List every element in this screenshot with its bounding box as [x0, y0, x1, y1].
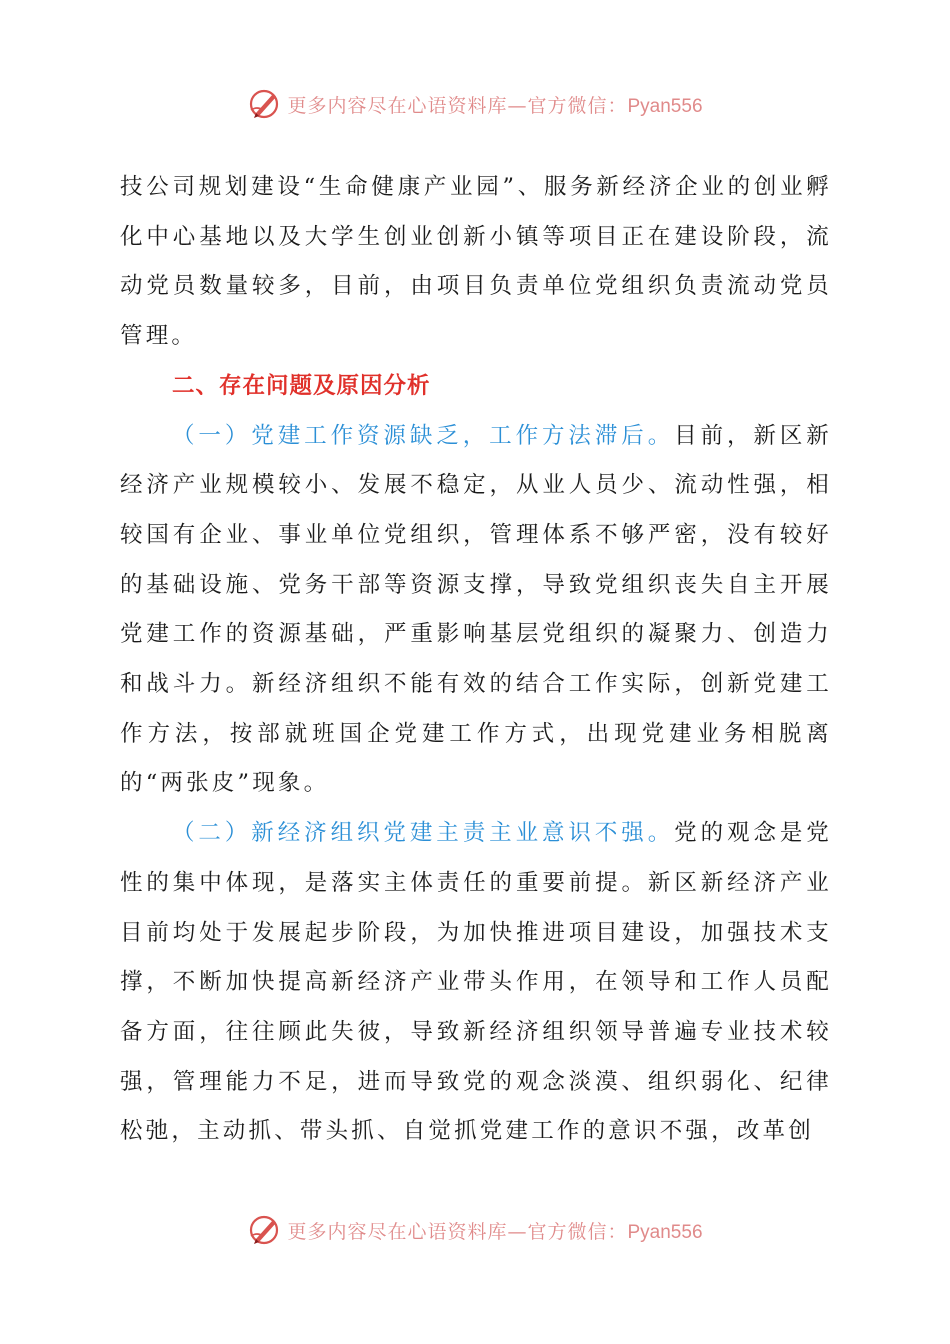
subsection-title-1: （一）党建工作资源缺乏，工作方法滞后。: [172, 422, 675, 449]
subsection-body-1: 目前，新区新经济产业规模较小、发展不稳定，从业人员少、流动性强，相较国有企业、事业单位党组织，管理体系不够严密，没有较好的基础设施、党务干部等资源支撑，导致党组织丧失自主开展党建工作的资源基础，严重影响基层党组织的凝聚力、创造力和战斗力。新经济组织不能有效的结合工作实际，创新党建工作方法，按部就班国企党建工作方式，出现党建业务相脱离的“两张皮”现象。: [120, 422, 832, 797]
document-body: [120, 163, 832, 1157]
watermark-text: 更多内容尽在心语资料库—官方微信：Pyan556: [287, 94, 703, 117]
pen-logo-icon: [247, 1212, 283, 1248]
footer-watermark: [0, 1210, 950, 1250]
section-heading: 二、存在问题及原因分析: [172, 372, 431, 399]
subsection-title-2: （二）新经济组织党建主责主业意识不强。: [172, 820, 675, 847]
paragraph-section-1: [120, 412, 832, 810]
header-watermark: [0, 84, 950, 124]
paragraph-section-2: [120, 809, 832, 1157]
subsection-body-2: 党的观念是党性的集中体现，是落实主体责任的重要前提。新区新经济产业目前均处于发展起步阶段，为加快推进项目建设，加强技术支撑，不断加快提高新经济产业带头作用，在领导和工作人员配备方面，往往顾此失彼，导致新经济组织领导普遍专业技术较强，管理能力不足，进而导致党的观念淡漠、组织弱化、纪律松弛，主动抓、带头抓、自觉抓党建工作的意识不强，改革创: [120, 820, 832, 1145]
pen-logo-icon: [247, 86, 283, 122]
watermark-text: 更多内容尽在心语资料库—官方微信：Pyan556: [287, 1220, 703, 1243]
paragraph-continuation: 技公司规划建设“生命健康产业园”、服务新经济企业的创业孵化中心基地以及大学生创业创新小镇等项目正在建设阶段，流动党员数量较多，目前，由项目负责单位党组织负责流动党员管理。: [120, 174, 832, 350]
